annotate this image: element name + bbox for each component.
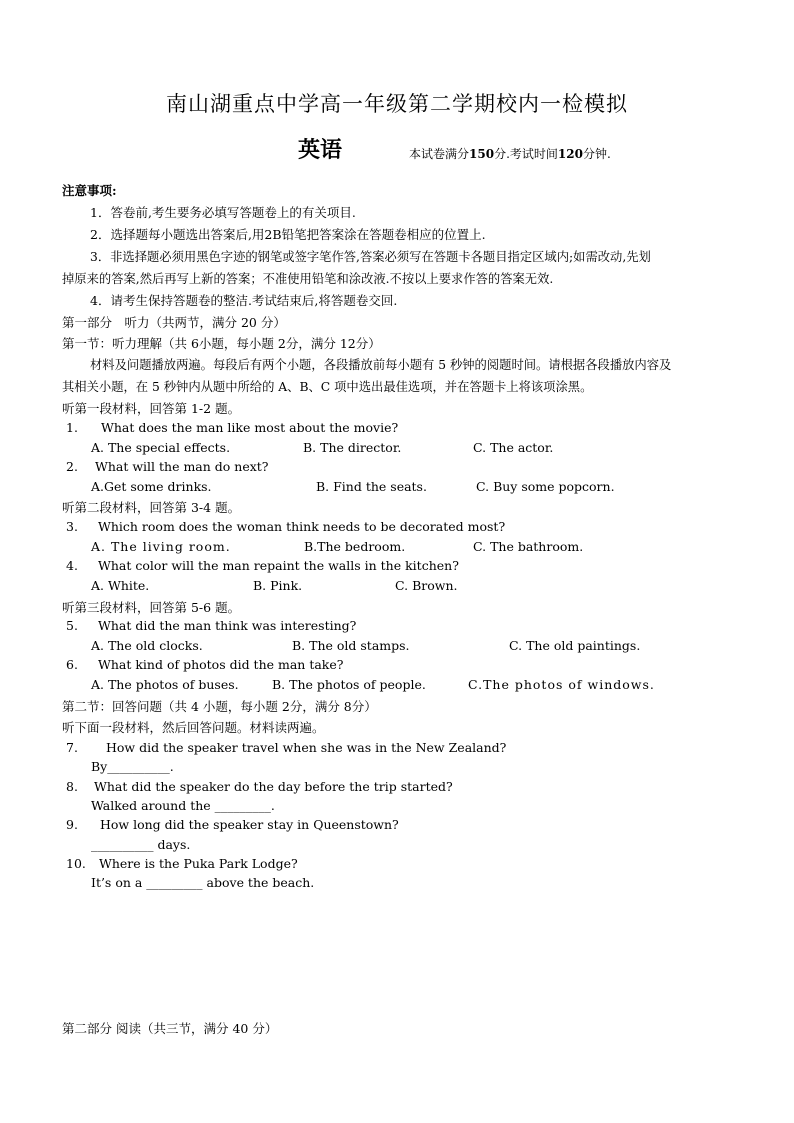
question-number: 6. xyxy=(66,657,78,672)
option-b: B. The photos of people. xyxy=(272,677,426,692)
notice-item: 4．请考生保持答题卷的整洁.考试结束后,将答题卷交回. xyxy=(90,293,398,308)
question-text: How long did the speaker stay in Queenstown? xyxy=(100,817,399,832)
question-number: 1. xyxy=(66,420,78,435)
question-text: What color will the man repaint the walls in the kitchen? xyxy=(98,558,459,573)
question-text: What kind of photos did the man take? xyxy=(98,657,344,672)
section1-instructions: 材料及问题播放两遍。每段后有两个小题，各段播放前每小题有 5 秒钟的阅题时间。请根据各段播放内容及 xyxy=(90,358,672,372)
duration: 120 xyxy=(557,147,583,161)
notice-item: 1．答卷前,考生要务必填写答题卷上的有关项目. xyxy=(90,205,356,220)
group-heading: 听第三段材料，回答第 5-6 题。 xyxy=(62,600,241,615)
option-a: A. White. xyxy=(91,578,150,593)
part2-heading: 第二部分 阅读（共三节，满分 40 分） xyxy=(62,1021,278,1036)
question-text: What will the man do next? xyxy=(95,459,269,474)
option-c: C. The bathroom. xyxy=(473,539,584,554)
question-number: 4. xyxy=(66,558,78,573)
option-c: C. Brown. xyxy=(395,578,458,593)
option-a: A. The old clocks. xyxy=(91,638,203,653)
question-text: What did the speaker do the day before the trip started? xyxy=(94,779,453,794)
section1-instructions: 其相关小题，在 5 秒钟内从题中所给的 A、B、C 项中选出最佳选项，并在答题卡上将该项涂黑。 xyxy=(62,380,593,394)
subject-title: 英语 xyxy=(298,138,343,163)
option-a: A.Get some drinks. xyxy=(91,479,212,494)
section1-heading: 第一节：听力理解（共 6小题，每小题 2分，满分 12分） xyxy=(62,336,381,351)
exam-title: 南山湖重点中学高一年级第二学期校内一检模拟 xyxy=(166,92,628,116)
answer-line: It’s on a _________ above the beach. xyxy=(91,875,315,890)
option-a: A. The photos of buses. xyxy=(91,677,239,692)
question-text: How did the speaker travel when she was in the New Zealand? xyxy=(106,740,507,755)
option-a: A. The living room. xyxy=(91,539,231,554)
section2-heading: 第二节：回答问题（共 4 小题，每小题 2分，满分 8分） xyxy=(62,699,377,714)
option-c: C. Buy some popcorn. xyxy=(476,479,615,494)
option-b: B. Pink. xyxy=(253,578,303,593)
option-c: C. The old paintings. xyxy=(509,638,641,653)
exam-info-prefix: 本试卷满分 xyxy=(409,147,470,161)
answer-line: __________ days. xyxy=(91,837,191,852)
question-text: Which room does the woman think needs to be decorated most? xyxy=(98,519,506,534)
option-c: C. The actor. xyxy=(473,440,554,455)
notice-item: 2．选择题每小题选出答案后,用2B铅笔把答案涂在答题卷相应的位置上. xyxy=(90,227,486,242)
option-b: B. The old stamps. xyxy=(292,638,410,653)
question-number: 10. xyxy=(66,856,86,871)
notice-item: 3．非选择题必须用黑色字迹的钢笔或签字笔作答,答案必须写在答题卡各题目指定区域内;如需改动,先划 xyxy=(90,250,651,264)
question-number: 3. xyxy=(66,519,78,534)
notice-item-continued: 掉原来的答案,然后再写上新的答案；不准使用铅笔和涂改液.不按以上要求作答的答案无效. xyxy=(62,272,554,286)
option-b: B. Find the seats. xyxy=(316,479,427,494)
option-b: B.The bedroom. xyxy=(304,539,406,554)
question-number: 2. xyxy=(66,459,78,474)
question-number: 5. xyxy=(66,618,78,633)
option-b: B. The director. xyxy=(303,440,402,455)
question-text: What did the man think was interesting? xyxy=(98,618,357,633)
exam-info-suffix: 分钟. xyxy=(582,147,611,161)
option-a: A. The special effects. xyxy=(91,440,231,455)
part1-heading: 第一部分 听力（共两节，满分 20 分） xyxy=(62,315,286,330)
exam-info xyxy=(409,145,611,162)
notice-heading: 注意事项: xyxy=(62,183,117,198)
answer-line: By__________. xyxy=(91,759,174,774)
question-number: 9. xyxy=(66,817,78,832)
exam-info-mid: 分.考试时间 xyxy=(494,147,558,161)
option-c: C.The photos of windows. xyxy=(468,677,655,692)
question-text: Where is the Puka Park Lodge? xyxy=(99,856,298,871)
question-number: 8. xyxy=(66,779,78,794)
question-text: What does the man like most about the movie? xyxy=(101,420,399,435)
group-heading: 听第一段材料，回答第 1-2 题。 xyxy=(62,401,241,416)
answer-line: Walked around the _________. xyxy=(91,798,275,813)
question-number: 7. xyxy=(66,740,78,755)
section2-instructions: 听下面一段材料，然后回答问题。材料读两遍。 xyxy=(62,720,325,735)
full-score: 150 xyxy=(469,147,495,161)
group-heading: 听第二段材料，回答第 3-4 题。 xyxy=(62,500,241,515)
